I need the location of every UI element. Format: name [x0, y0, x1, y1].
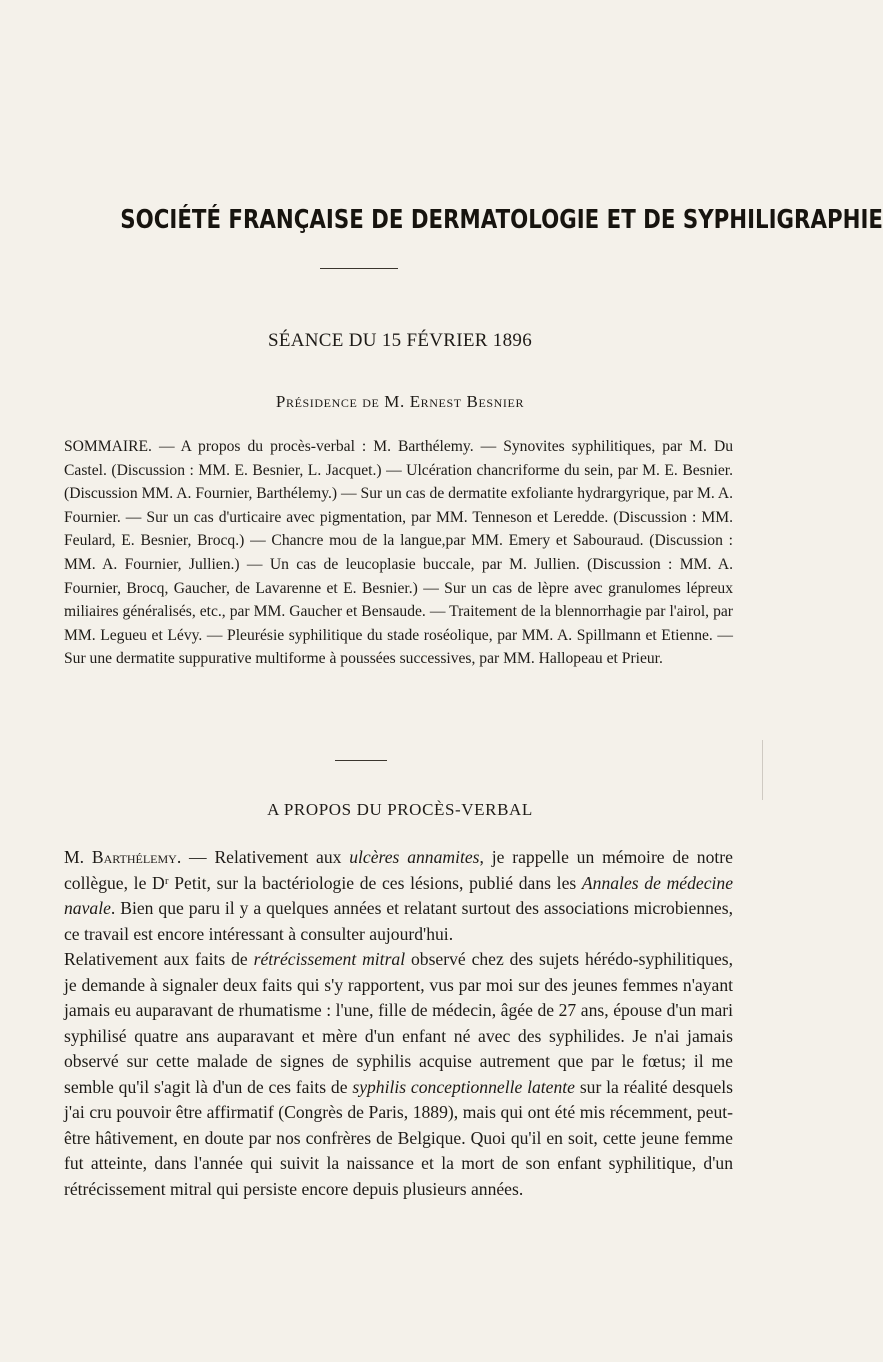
- divider-rule: [335, 760, 387, 761]
- body-text: [64, 845, 733, 1202]
- text-run: Relativement aux faits de: [64, 949, 254, 969]
- text-run: , je rappelle un mémoire de notre collègue, le Dʳ Petit, sur la bactériologie de ces lésions, publié dans les: [64, 847, 733, 893]
- text-run: sur la réalité desquels j'ai cru pouvoir être affirmatif (Congrès de Paris, 1889), mais qui ont été mis récemment, peut-être hâtivement, en doute par nos confrères de Belgique. Quoi qu'il en soit, cette jeune femme fut atteinte, dans l'année qui suivit la naissance et la mort de son enfant syphilitique, d'un rétrécissement mitral qui persiste encore depuis plusieurs années.: [64, 1076, 734, 1199]
- italic-term: rétrécissement mitral: [253, 949, 406, 969]
- text-run: . Bien que paru il y a quelques années et relatant surtout des associations microbiennes, ce travail est encore intéressant à consulter aujourd'hui.: [64, 898, 733, 944]
- sommaire-paragraph: [64, 435, 733, 671]
- italic-term: Annales de médecine navale: [64, 872, 734, 918]
- speaker-name: M. Barthélemy.: [64, 847, 182, 867]
- seance-date: SÉANCE DU 15 FÉVRIER 1896: [267, 330, 532, 351]
- paragraph-1: [64, 845, 733, 947]
- text-run: — Relativement aux: [181, 847, 350, 867]
- italic-term: ulcères annamites: [349, 847, 480, 867]
- presidence-line: Présidence de M. Ernest Besnier: [275, 392, 525, 411]
- sommaire-label: SOMMAIRE.: [64, 438, 152, 455]
- margin-mark: [762, 740, 783, 800]
- divider-rule: [320, 268, 398, 269]
- section-title: A PROPOS DU PROCÈS-VERBAL: [267, 800, 533, 819]
- paragraph-2: [64, 947, 733, 1202]
- italic-term: syphilis conceptionnelle latente: [352, 1076, 575, 1097]
- sommaire-text: — A propos du procès-verbal : M. Barthélemy. — Synovites syphilitiques, par M. Du Castel. (Discussion : MM. E. Besnier, L. Jacquet.) — Ulcération chancriforme du sein, par M. E. Besnier. (Discussion MM. A. Fournier, Barthélemy.) — Sur un cas de dermatite exfoliante hydrargyrique, par M. A. Fournier. — Sur un cas d'urticaire avec pigmentation, par MM. Tenneson et Leredde. (Discussion : MM. Feulard, E. Besnier, Brocq.) — Chancre mou de la langue,par MM. Emery et Sabouraud. (Discussion : MM. A. Fournier, Jullien.) — Un cas de leucoplasie buccale, par M. Jullien. (Discussion : MM. A. Fournier, Brocq, Gaucher, de Lavarenne et E. Besnier.) — Sur un cas de lèpre avec granulomes lépreux miliaires généralisés, etc., par MM. Gaucher et Bensaude. — Traitement de la blennorrhagie par l'airol, par MM. Legueu et Lévy. — Pleurésie syphilitique du stade roséolique, par MM. A. Spillmann et Etienne. — Sur une dermatite suppurative multiforme à poussées successives, par MM. Hallopeau et Prieur.: [64, 438, 733, 668]
- society-title: SOCIÉTÉ FRANÇAISE DE DERMATOLOGIE ET DE SYPHILIGRAPHIE: [120, 205, 883, 235]
- text-run: observé chez des sujets hérédo-syphilitiques, je demande à signaler deux faits qui s'y rapportent, vus par moi sur des jeunes femmes n'ayant jamais eu auparavant de rhumatisme : l'une, fille de médecin, âgée de 27 ans, épouse d'un mari syphilisé quatre ans auparavant et mère d'un enfant né avec des syphilides. Je n'ai jamais observé sur cette malade de signes de syphilis acquise autrement que par le fœtus; il me semble qu'il s'agit là d'un de ces faits de: [64, 949, 734, 1097]
